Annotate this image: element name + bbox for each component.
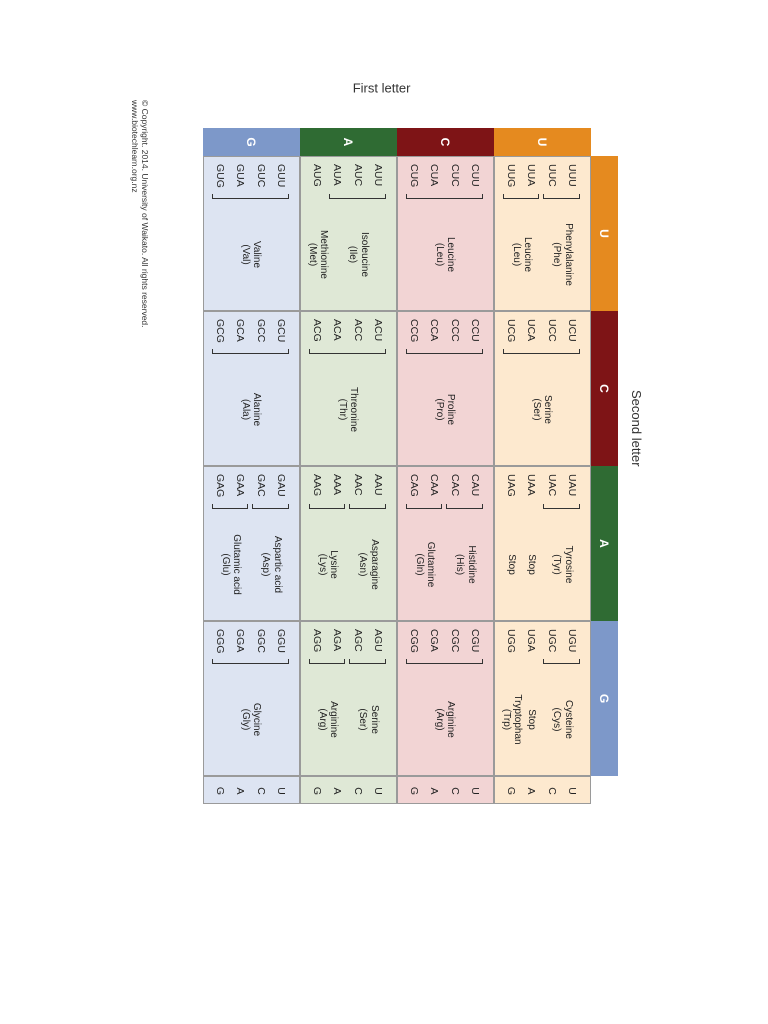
codon-bracket (406, 194, 483, 199)
amino-acid-abbreviation: (Asn) (357, 552, 369, 577)
codon-label: GGC (254, 629, 267, 653)
codon-bracket (544, 659, 581, 664)
codon-bracket (309, 349, 386, 354)
amino-acid-name: Arginine (328, 701, 340, 738)
second-letter-header: G (591, 621, 618, 776)
amino-acid-label (551, 205, 574, 304)
codon-label: GUU (274, 164, 287, 188)
third-letter-column (397, 776, 494, 804)
third-letter-label: C (448, 787, 461, 795)
amino-acid-label (347, 205, 370, 304)
amino-acid-name: Cysteine (562, 700, 574, 739)
amino-acid-abbreviation: (Val) (240, 244, 251, 265)
codon-label: AUU (371, 164, 384, 187)
amino-acid-label (526, 515, 538, 614)
codon-label: CAG (408, 474, 421, 497)
amino-acid-name: Serine (542, 395, 554, 424)
amino-acid-name: Glutamic acid (231, 534, 243, 595)
third-letter-label: C (254, 787, 267, 795)
amino-acid-name: Phenylalanine (562, 223, 574, 286)
third-letter-label: G (311, 786, 324, 796)
codon-label: AGU (371, 629, 384, 652)
codon-bracket (309, 659, 346, 664)
amino-acid-label (337, 360, 360, 459)
codon-bracket (329, 194, 386, 199)
codon-label: CGG (408, 629, 421, 653)
codon-label: CGU (468, 629, 481, 653)
amino-acid-label (316, 515, 339, 614)
codon-cell (494, 466, 591, 621)
first-letter-header: U (494, 128, 591, 156)
codon-label: AAU (371, 474, 384, 496)
codon-cell (494, 621, 591, 776)
codon-label: UAG (505, 474, 518, 497)
amino-acid-abbreviation: (Thr) (337, 398, 348, 421)
amino-acid-abbreviation: (Gln) (413, 553, 425, 576)
codon-cell (300, 156, 397, 311)
amino-acid-name: Isoleucine (358, 231, 370, 278)
codon-label: UUC (545, 164, 558, 187)
amino-acid-name: Asparagine (368, 539, 380, 590)
amino-acid-abbreviation: (Met) (306, 242, 318, 267)
codon-cell (397, 156, 494, 311)
amino-acid-name: Aspartic acid (271, 535, 283, 594)
codon-cell (300, 621, 397, 776)
codon-label: GGG (214, 629, 227, 654)
codon-label: GGU (274, 629, 287, 653)
codon-label: AGA (331, 629, 344, 652)
codon-label: AAG (311, 474, 324, 497)
amino-acid-label (306, 205, 329, 304)
amino-acid-abbreviation: (Cys) (551, 707, 563, 732)
third-letter-label: A (234, 787, 247, 795)
amino-acid-abbreviation: (Ala) (240, 398, 251, 421)
codon-bracket (406, 504, 443, 509)
amino-acid-name: Valine (251, 240, 263, 269)
codon-label: UUG (505, 164, 518, 188)
third-letter-label: U (468, 787, 481, 795)
codon-cell (203, 621, 300, 776)
amino-acid-label (240, 205, 263, 304)
amino-acid-abbreviation: (Tyr) (551, 554, 563, 575)
amino-acid-label (454, 515, 477, 614)
codon-label: ACG (311, 319, 324, 342)
amino-acid-abbreviation: (Leu) (510, 242, 522, 267)
third-letter-label: U (371, 787, 384, 795)
codon-label: GUA (234, 164, 247, 187)
amino-acid-abbreviation: (Glu) (219, 553, 231, 576)
amino-acid-name: Tyrosine (562, 545, 574, 584)
third-letter-label: G (505, 786, 518, 796)
third-letter-label: U (274, 787, 287, 795)
codon-label: GAC (254, 474, 267, 497)
amino-acid-name: Lysine (328, 550, 340, 579)
codon-cell (397, 621, 494, 776)
codon-bracket (212, 504, 249, 509)
codon-label: GCU (274, 319, 287, 343)
amino-acid-abbreviation: (Ser) (357, 708, 369, 731)
codon-label: CUC (448, 164, 461, 187)
codon-cell (300, 311, 397, 466)
codon-label: CCC (448, 319, 461, 342)
amino-acid-label (413, 515, 436, 614)
first-letter-header: G (203, 128, 300, 156)
codon-label: ACA (331, 319, 344, 341)
amino-acid-abbreviation: (Trp) (500, 708, 512, 731)
third-letter-label: G (214, 786, 227, 796)
second-letter-header: U (591, 156, 618, 311)
amino-acid-label (434, 670, 457, 769)
amino-acid-abbreviation: (Asp) (260, 552, 272, 577)
codon-label: UAU (565, 474, 578, 497)
third-letter-label: A (525, 787, 538, 795)
codon-cell (203, 156, 300, 311)
amino-acid-abbreviation: (Phe) (551, 242, 563, 267)
amino-acid-label (357, 670, 380, 769)
amino-acid-label (500, 670, 523, 769)
codon-label: GUC (254, 164, 267, 188)
codon-label: CGC (448, 629, 461, 653)
codon-label: GGA (234, 629, 247, 653)
codon-cell (397, 466, 494, 621)
codon-label: GAA (234, 474, 247, 497)
codon-label: GCG (214, 319, 227, 343)
amino-acid-abbreviation: (Lys) (316, 553, 328, 576)
codon-label: UAA (525, 474, 538, 496)
codon-label: GCA (234, 319, 247, 342)
codon-label: AUA (331, 164, 344, 186)
amino-acid-label (506, 515, 518, 614)
codon-bracket (350, 504, 387, 509)
codon-label: UCA (525, 319, 538, 342)
codon-label: ACC (351, 319, 364, 342)
codon-cell (203, 311, 300, 466)
codon-bracket (544, 194, 581, 199)
amino-acid-name: Leucine (522, 236, 534, 273)
second-letter-title: Second letter (629, 390, 644, 467)
codon-label: UGU (565, 629, 578, 653)
first-letter-header: A (300, 128, 397, 156)
codon-label: CGA (428, 629, 441, 652)
amino-acid-label (240, 360, 263, 459)
amino-acid-abbreviation: (Pro) (434, 398, 445, 421)
codon-bracket (212, 194, 289, 199)
third-letter-label: G (408, 786, 421, 796)
codon-bracket (503, 194, 540, 199)
amino-acid-label (531, 360, 554, 459)
amino-acid-label (219, 515, 242, 614)
third-letter-column (300, 776, 397, 804)
amino-acid-name: Glutamine (425, 541, 437, 588)
codon-bracket (406, 349, 483, 354)
codon-label: CUG (408, 164, 421, 188)
codon-table (130, 80, 644, 800)
codon-label: GAG (214, 474, 227, 498)
codon-label: UCG (505, 319, 518, 343)
codon-label: GUG (214, 164, 227, 188)
amino-acid-name: Alanine (251, 392, 263, 427)
codon-cell (203, 466, 300, 621)
amino-acid-abbreviation: (His) (454, 553, 466, 576)
codon-label: CCA (428, 319, 441, 342)
third-letter-label: A (331, 787, 344, 795)
second-letter-header: C (591, 311, 618, 466)
codon-label: UGG (505, 629, 518, 653)
codon-cell (397, 311, 494, 466)
codon-label: UGA (525, 629, 538, 652)
copyright-line-2: www.biotechlearn.org.nz (130, 100, 140, 193)
amino-acid-label (510, 205, 533, 304)
amino-acid-name: Stop (506, 554, 518, 575)
codon-cell (494, 311, 591, 466)
amino-acid-name: Arginine (445, 701, 457, 738)
codon-label: AUG (311, 164, 324, 187)
amino-acid-name: Methionine (318, 230, 330, 279)
amino-acid-name: Leucine (445, 236, 457, 273)
codon-label: AAC (351, 474, 364, 496)
amino-acid-name: Threonine (348, 386, 360, 433)
third-letter-label: A (428, 787, 441, 795)
codon-bracket (350, 659, 387, 664)
first-letter-title: First letter (352, 80, 411, 96)
codon-label: UUA (525, 164, 538, 187)
third-letter-label: U (565, 787, 578, 795)
codon-bracket (447, 504, 484, 509)
codon-bracket (253, 504, 290, 509)
codon-label: CUU (468, 164, 481, 187)
codon-cell (300, 466, 397, 621)
third-letter-column (494, 776, 591, 804)
codon-label: CAA (428, 474, 441, 496)
codon-label: ACU (371, 319, 384, 342)
amino-acid-abbreviation: (Arg) (434, 708, 445, 731)
codon-label: UUU (565, 164, 578, 187)
codon-label: UCC (545, 319, 558, 342)
amino-acid-name: Serine (368, 705, 380, 734)
amino-acid-label (316, 670, 339, 769)
amino-acid-label (260, 515, 283, 614)
amino-acid-label (551, 670, 574, 769)
codon-label: UAC (545, 474, 558, 497)
second-letter-header: A (591, 466, 618, 621)
codon-label: CAC (448, 474, 461, 497)
third-letter-column (203, 776, 300, 804)
codon-bracket (406, 659, 483, 664)
codon-label: AGC (351, 629, 364, 652)
codon-label: GCC (254, 319, 267, 343)
amino-acid-label (434, 360, 457, 459)
codon-label: AGG (311, 629, 324, 653)
amino-acid-name: Stop (526, 554, 538, 575)
copyright-line-1: © Copyright. 2014. University of Waikato. All rights reserved. (140, 100, 150, 328)
amino-acid-name: Histidine (465, 545, 477, 584)
third-letter-label: C (351, 787, 364, 795)
codon-label: CCG (408, 319, 421, 343)
codon-bracket (544, 504, 581, 509)
amino-acid-abbreviation: (Ser) (531, 398, 542, 421)
codon-label: AUC (351, 164, 364, 187)
codon-bracket (212, 659, 289, 664)
amino-acid-label (526, 670, 538, 769)
codon-label: UGC (545, 629, 558, 653)
amino-acid-abbreviation: (Ile) (347, 245, 359, 264)
codon-bracket (503, 349, 580, 354)
amino-acid-label (240, 670, 263, 769)
codon-bracket (309, 504, 346, 509)
first-letter-header: C (397, 128, 494, 156)
amino-acid-label (434, 205, 457, 304)
codon-label: AAA (331, 474, 344, 496)
codon-bracket (212, 349, 289, 354)
codon-label: GAU (274, 474, 287, 497)
amino-acid-abbreviation: (Gly) (240, 708, 251, 731)
codon-cell (494, 156, 591, 311)
amino-acid-name: Proline (445, 393, 457, 426)
amino-acid-name: Stop (526, 709, 538, 730)
amino-acid-name: Tryptophan (512, 694, 524, 745)
third-letter-label: C (545, 787, 558, 795)
amino-acid-abbreviation: (Leu) (434, 242, 445, 267)
amino-acid-name: Glycine (251, 702, 263, 737)
codon-label: CUA (428, 164, 441, 187)
amino-acid-label (357, 515, 380, 614)
codon-label: UCU (565, 319, 578, 342)
amino-acid-abbreviation: (Arg) (316, 708, 328, 731)
codon-label: CAU (468, 474, 481, 497)
amino-acid-label (551, 515, 574, 614)
codon-label: CCU (468, 319, 481, 342)
